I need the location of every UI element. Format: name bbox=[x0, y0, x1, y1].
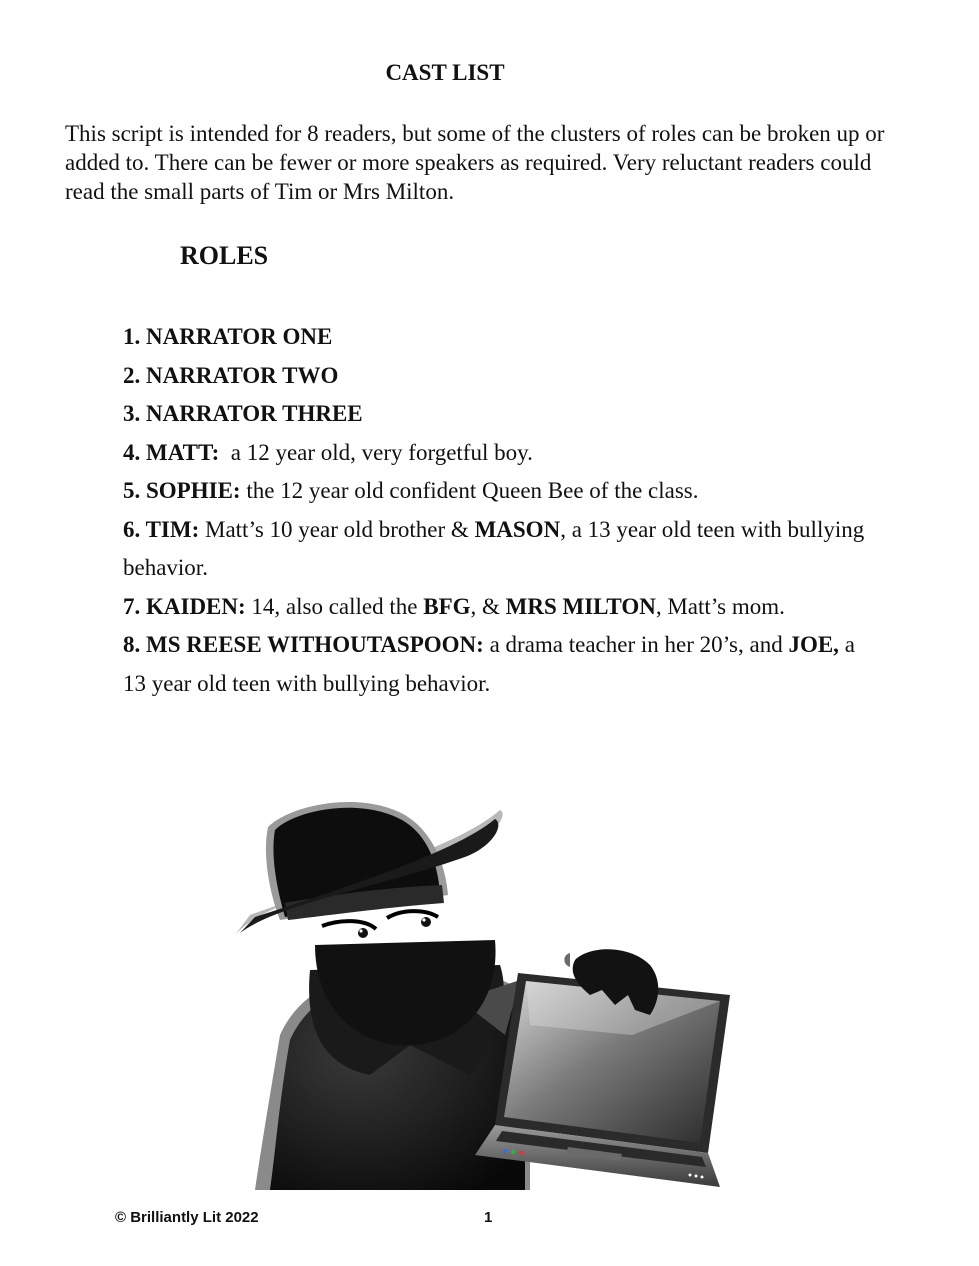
role-item bbox=[123, 434, 883, 473]
roles-heading: ROLES bbox=[180, 241, 269, 270]
page-title: CAST LIST bbox=[385, 60, 505, 85]
role-item bbox=[123, 472, 883, 511]
role-name: BFG bbox=[423, 593, 471, 619]
role-label: 1. NARRATOR ONE bbox=[123, 324, 333, 349]
role-item bbox=[123, 357, 883, 396]
role-description: the 12 year old confident Queen Bee of the class. bbox=[240, 478, 699, 503]
role-description: Matt’s 10 year old brother & bbox=[199, 516, 475, 542]
hacker-with-laptop-illustration bbox=[230, 795, 740, 1195]
roles-list bbox=[123, 318, 883, 703]
role-item bbox=[123, 395, 883, 434]
role-label: 2. NARRATOR TWO bbox=[123, 362, 339, 388]
role-description: , a 13 year old teen with bullying behavior. bbox=[123, 516, 870, 580]
role-label: 6. TIM: bbox=[123, 516, 200, 542]
role-description: a 12 year old, very forgetful boy. bbox=[219, 439, 533, 465]
role-label: 8. MS REESE WITHOUTASPOON: bbox=[123, 632, 484, 657]
role-label: 4. MATT: bbox=[123, 439, 220, 465]
role-label: 3. NARRATOR THREE bbox=[123, 401, 363, 426]
role-description: , & bbox=[470, 593, 506, 619]
role-name: JOE, bbox=[788, 632, 839, 657]
role-description: a 13 year old teen with bullying behavior. bbox=[123, 632, 861, 696]
role-label: 5. SOPHIE: bbox=[123, 478, 241, 503]
intro-paragraph: This script is intended for 8 readers, but some of the clusters of roles can be broken up or added to. There can be fewer or more speakers as required. Very reluctant readers could read the small parts of Tim or Mrs Milton. bbox=[65, 121, 885, 204]
page-number: 1 bbox=[484, 1209, 493, 1226]
role-label: 7. KAIDEN: bbox=[123, 593, 246, 619]
role-item bbox=[123, 626, 883, 703]
role-name: MASON bbox=[474, 516, 561, 542]
role-name: MRS MILTON bbox=[505, 593, 656, 619]
role-item bbox=[123, 588, 883, 627]
role-description: , Matt’s mom. bbox=[655, 593, 785, 619]
role-item bbox=[123, 511, 883, 588]
copyright-footer: © Brilliantly Lit 2022 bbox=[115, 1209, 259, 1226]
role-description: a drama teacher in her 20’s, and bbox=[483, 632, 789, 657]
role-description: 14, also called the bbox=[245, 593, 424, 619]
role-item bbox=[123, 318, 883, 357]
